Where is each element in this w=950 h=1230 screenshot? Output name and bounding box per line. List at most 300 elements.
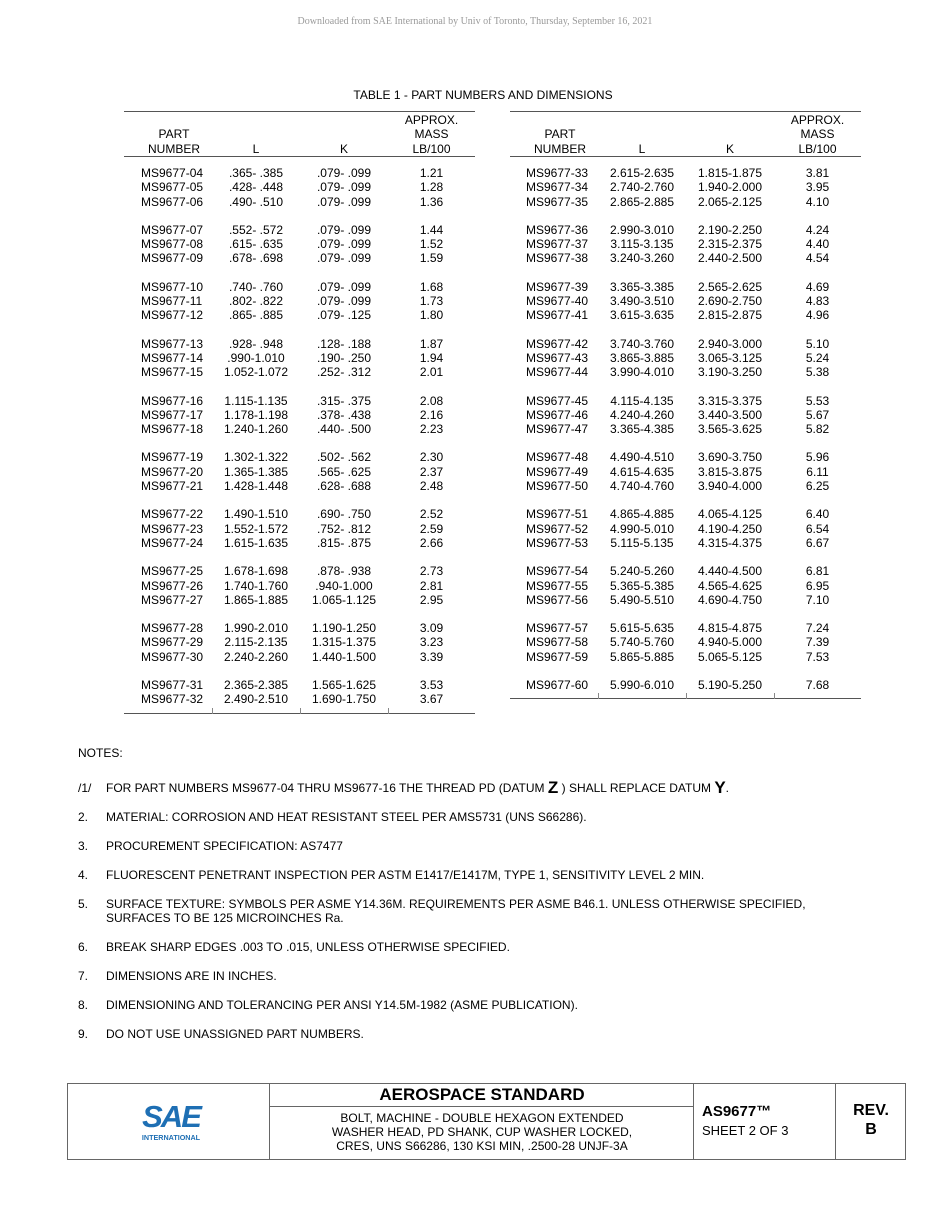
- header-mass: APPROX. MASS LB/100: [404, 113, 459, 156]
- l-cell: 3.865-3.885: [609, 350, 675, 365]
- note-number: 6.: [78, 940, 89, 954]
- l-cell: 3.240-3.260: [609, 251, 675, 266]
- table-row: [510, 280, 861, 294]
- l-cell: 5.865-5.885: [609, 649, 675, 664]
- table-row: [124, 237, 475, 251]
- table-row: [510, 351, 861, 365]
- note-number: 5.: [78, 897, 89, 911]
- header-mass: APPROX. MASS LB/100: [790, 113, 845, 156]
- part-number-cell: MS9677-11: [141, 294, 203, 309]
- k-cell: 4.440-4.500: [697, 564, 763, 579]
- part-number-cell: MS9677-49: [526, 464, 589, 479]
- table-row: [124, 593, 475, 607]
- mass-cell: 1.59: [419, 251, 444, 266]
- table-row: [510, 337, 861, 351]
- title-block: [67, 1083, 906, 1160]
- k-cell: .079- .125: [316, 308, 372, 323]
- mass-cell: 5.67: [805, 407, 830, 422]
- part-number-cell: MS9677-58: [526, 635, 589, 650]
- k-cell: 1.440-1.500: [311, 649, 377, 664]
- note-text: FLUORESCENT PENETRANT INSPECTION PER ASTM E1417/E1417M, TYPE 1, SENSITIVITY LEVEL 2 MIN.: [106, 868, 705, 882]
- table-row: [510, 564, 861, 578]
- k-cell: .815- .875: [316, 535, 372, 550]
- part-number-cell: MS9677-17: [141, 407, 204, 422]
- l-cell: 1.552-1.572: [223, 521, 289, 536]
- l-cell: 1.428-1.448: [223, 479, 289, 494]
- mass-cell: 3.67: [419, 692, 444, 707]
- revision-label: REV. B: [853, 1102, 889, 1138]
- table-row: [510, 522, 861, 536]
- mass-cell: 4.24: [805, 222, 830, 237]
- table-row: [510, 678, 861, 692]
- k-cell: .079- .099: [316, 166, 372, 180]
- table-row: [124, 337, 475, 351]
- part-number-cell: MS9677-10: [141, 279, 204, 294]
- header-part-number: PART NUMBER: [147, 127, 200, 156]
- table-row: [124, 465, 475, 479]
- mass-cell: 7.53: [805, 649, 830, 664]
- part-number-cell: MS9677-36: [526, 222, 589, 237]
- table-row: [510, 593, 861, 607]
- mass-cell: 2.37: [419, 464, 444, 479]
- table-body-left: [124, 157, 475, 713]
- notes-section: [78, 746, 858, 1056]
- part-number-cell: MS9677-32: [141, 692, 204, 707]
- l-cell: 1.740-1.760: [223, 578, 289, 593]
- mass-cell: 4.10: [805, 194, 830, 209]
- part-number-cell: MS9677-55: [526, 578, 589, 593]
- k-cell: .079- .099: [316, 294, 372, 309]
- part-number-cell: MS9677-05: [141, 180, 204, 195]
- l-cell: .552- .572: [228, 222, 284, 237]
- mass-cell: 5.82: [805, 422, 830, 437]
- l-cell: 4.615-4.635: [609, 464, 675, 479]
- part-number-cell: MS9677-07: [141, 222, 204, 237]
- download-watermark: Downloaded from SAE International by Univ of Toronto, Thursday, September 16, 2021: [297, 16, 653, 27]
- table-row: [124, 408, 475, 422]
- l-cell: 2.365-2.385: [223, 678, 289, 693]
- part-number-cell: MS9677-41: [526, 308, 589, 323]
- l-cell: 2.740-2.760: [609, 180, 675, 195]
- l-cell: 5.115-5.135: [610, 535, 674, 550]
- part-number-cell: MS9677-29: [141, 635, 204, 650]
- part-number-cell: MS9677-26: [141, 578, 204, 593]
- table-row: [124, 635, 475, 649]
- document-number: AS9677™: [702, 1103, 772, 1120]
- part-number-cell: MS9677-43: [526, 350, 589, 365]
- header-l: L: [252, 141, 260, 156]
- note-5: [78, 897, 858, 925]
- l-cell: 1.990-2.010: [223, 621, 289, 636]
- l-cell: 1.240-1.260: [223, 422, 289, 437]
- part-number-cell: MS9677-42: [526, 336, 589, 351]
- part-number-cell: MS9677-52: [526, 521, 589, 536]
- l-cell: .740- .760: [228, 279, 284, 294]
- k-cell: 1.065-1.125: [311, 592, 377, 607]
- mass-cell: 3.39: [419, 649, 444, 664]
- table-row: [124, 365, 475, 379]
- mass-cell: 5.24: [805, 350, 830, 365]
- mass-cell: 1.94: [419, 350, 444, 365]
- logo-text: SAE: [142, 1099, 200, 1134]
- mass-cell: 4.69: [805, 279, 830, 294]
- part-number-cell: MS9677-45: [526, 393, 589, 408]
- k-cell: 1.815-1.875: [697, 166, 763, 180]
- k-cell: 5.065-5.125: [697, 649, 763, 664]
- l-cell: .802- .822: [228, 294, 284, 309]
- part-number-cell: MS9677-59: [526, 649, 589, 664]
- table-row: [124, 422, 475, 436]
- l-cell: 5.490-5.510: [609, 592, 675, 607]
- l-cell: .865- .885: [228, 308, 284, 323]
- note-number: /1/: [78, 781, 92, 795]
- mass-cell: 2.16: [419, 407, 444, 422]
- l-cell: 4.115-4.135: [610, 393, 674, 408]
- mass-cell: 6.81: [805, 564, 830, 579]
- table-row: [510, 650, 861, 664]
- mass-cell: 4.40: [805, 237, 830, 252]
- table-row: [124, 579, 475, 593]
- l-cell: .365- .385: [228, 166, 284, 180]
- table-row: [510, 507, 861, 521]
- table-row: [510, 408, 861, 422]
- l-cell: 4.865-4.885: [609, 507, 675, 522]
- l-cell: 2.615-2.635: [609, 166, 675, 180]
- table-row: [124, 394, 475, 408]
- mass-cell: 5.96: [805, 450, 830, 465]
- sheet-number: SHEET 2 OF 3: [702, 1123, 789, 1138]
- l-cell: 3.615-3.635: [609, 308, 675, 323]
- table-row: [124, 564, 475, 578]
- table-header: [124, 112, 475, 157]
- mass-cell: 2.81: [419, 578, 444, 593]
- mass-cell: 2.66: [419, 535, 444, 550]
- k-cell: 3.815-3.875: [697, 464, 763, 479]
- dimension-table-right: [510, 111, 861, 699]
- part-number-cell: MS9677-18: [141, 422, 204, 437]
- note-3: [78, 839, 858, 853]
- k-cell: .690- .750: [316, 507, 372, 522]
- note-8: [78, 998, 858, 1012]
- k-cell: 3.565-3.625: [697, 422, 763, 437]
- k-cell: .079- .099: [316, 279, 372, 294]
- k-cell: .502- .562: [316, 450, 372, 465]
- mass-cell: 1.52: [419, 237, 444, 252]
- l-cell: .615- .635: [228, 237, 284, 252]
- mass-cell: 6.67: [805, 535, 830, 550]
- l-cell: 1.490-1.510: [223, 507, 289, 522]
- mass-cell: 6.95: [805, 578, 830, 593]
- note-text: DIMENSIONS ARE IN INCHES.: [106, 969, 277, 983]
- k-cell: .128- .188: [316, 336, 372, 351]
- note-number: 4.: [78, 868, 89, 882]
- table-row: [510, 294, 861, 308]
- table-row: [510, 180, 861, 194]
- mass-cell: 2.30: [419, 450, 444, 465]
- table-row: [124, 308, 475, 322]
- table-row: [510, 465, 861, 479]
- mass-cell: 1.36: [419, 194, 444, 209]
- mass-cell: 1.80: [419, 308, 444, 323]
- k-cell: 4.065-4.125: [697, 507, 763, 522]
- mass-cell: 2.01: [419, 365, 444, 380]
- part-number-cell: MS9677-37: [526, 237, 589, 252]
- k-cell: .079- .099: [316, 237, 372, 252]
- k-cell: 1.565-1.625: [311, 678, 377, 693]
- k-cell: 1.690-1.750: [311, 692, 377, 707]
- l-cell: 4.490-4.510: [609, 450, 675, 465]
- table-row: [124, 678, 475, 692]
- k-cell: 2.690-2.750: [697, 294, 763, 309]
- note-text: DO NOT USE UNASSIGNED PART NUMBERS.: [106, 1027, 364, 1041]
- mass-cell: 1.87: [419, 336, 444, 351]
- mass-cell: 7.68: [805, 678, 830, 693]
- table-row: [124, 294, 475, 308]
- table-row: [510, 308, 861, 322]
- mass-cell: 3.53: [419, 678, 444, 693]
- k-cell: 2.065-2.125: [697, 194, 763, 209]
- part-number-cell: MS9677-15: [141, 365, 204, 380]
- k-cell: 3.440-3.500: [697, 407, 763, 422]
- part-number-cell: MS9677-34: [526, 180, 589, 195]
- k-cell: .252- .312: [316, 365, 372, 380]
- l-cell: 5.240-5.260: [609, 564, 675, 579]
- l-cell: 3.365-4.385: [609, 422, 675, 437]
- k-cell: .565- .625: [316, 464, 372, 479]
- note-text: SURFACE TEXTURE: SYMBOLS PER ASME Y14.36M. REQUIREMENTS PER ASME B46.1. UNLESS OTHERWISE SPECIFIED, SURFACES TO BE 125 MICROINCHES Ra.: [106, 897, 806, 925]
- note-number: 8.: [78, 998, 89, 1012]
- k-cell: .079- .099: [316, 251, 372, 266]
- l-cell: 1.865-1.885: [223, 592, 289, 607]
- mass-cell: 4.83: [805, 294, 830, 309]
- part-number-cell: MS9677-56: [526, 592, 589, 607]
- mass-cell: 4.54: [805, 251, 830, 266]
- k-cell: 1.190-1.250: [311, 621, 377, 636]
- mass-cell: 1.28: [419, 180, 444, 195]
- k-cell: 3.065-3.125: [697, 350, 763, 365]
- table-row: [510, 635, 861, 649]
- k-cell: 3.315-3.375: [697, 393, 763, 408]
- k-cell: .315- .375: [316, 393, 372, 408]
- mass-cell: 2.59: [419, 521, 444, 536]
- header-k: K: [339, 141, 348, 156]
- mass-cell: 3.23: [419, 635, 444, 650]
- l-cell: 5.740-5.760: [609, 635, 675, 650]
- k-cell: .440- .500: [316, 422, 372, 437]
- l-cell: 1.178-1.198: [223, 407, 289, 422]
- table-row: [510, 450, 861, 464]
- k-cell: .940-1.000: [315, 578, 373, 593]
- note-text: DIMENSIONING AND TOLERANCING PER ANSI Y14.5M-1982 (ASME PUBLICATION).: [106, 998, 578, 1012]
- table-row: [510, 223, 861, 237]
- l-cell: 3.990-4.010: [609, 365, 675, 380]
- l-cell: 5.365-5.385: [609, 578, 675, 593]
- k-cell: 4.940-5.000: [697, 635, 763, 650]
- k-cell: .628- .688: [316, 479, 372, 494]
- revision-cell: [835, 1084, 906, 1159]
- table-row: [510, 195, 861, 209]
- note-text: ) SHALL REPLACE DATUM: [558, 781, 715, 795]
- mass-cell: 1.73: [419, 294, 444, 309]
- mass-cell: 5.53: [805, 393, 830, 408]
- standard-heading: AEROSPACE STANDARD: [270, 1084, 694, 1107]
- k-cell: 2.565-2.625: [697, 279, 763, 294]
- part-number-cell: MS9677-22: [141, 507, 204, 522]
- part-number-cell: MS9677-50: [526, 479, 589, 494]
- mass-cell: 4.96: [805, 308, 830, 323]
- part-number-cell: MS9677-47: [526, 422, 589, 437]
- table-title: TABLE 1 - PART NUMBERS AND DIMENSIONS: [353, 88, 613, 102]
- l-cell: 2.490-2.510: [223, 692, 289, 707]
- table-row: [124, 507, 475, 521]
- l-cell: 1.678-1.698: [223, 564, 289, 579]
- table-row: [124, 450, 475, 464]
- l-cell: 1.302-1.322: [223, 450, 289, 465]
- table-row: [124, 223, 475, 237]
- mass-cell: 6.54: [805, 521, 830, 536]
- mass-cell: 1.21: [419, 166, 444, 180]
- sae-logo-cell: [68, 1084, 269, 1159]
- l-cell: 4.240-4.260: [609, 407, 675, 422]
- table-row: [124, 650, 475, 664]
- l-cell: 3.365-3.385: [609, 279, 675, 294]
- datum-z: Z: [547, 778, 559, 797]
- l-cell: 2.240-2.260: [223, 649, 289, 664]
- mass-cell: 2.48: [419, 479, 444, 494]
- mass-cell: 1.44: [419, 222, 444, 237]
- mass-cell: 1.68: [419, 279, 444, 294]
- table-row: [124, 351, 475, 365]
- part-number-cell: MS9677-44: [526, 365, 589, 380]
- table-row: [510, 237, 861, 251]
- l-cell: .428- .448: [228, 180, 284, 195]
- mass-cell: 7.24: [805, 621, 830, 636]
- mass-cell: 2.95: [419, 592, 444, 607]
- part-number-cell: MS9677-09: [141, 251, 204, 266]
- part-number-cell: MS9677-12: [141, 308, 204, 323]
- mass-cell: 5.38: [805, 365, 830, 380]
- k-cell: 2.315-2.375: [697, 237, 763, 252]
- k-cell: .079- .099: [316, 180, 372, 195]
- l-cell: 5.615-5.635: [609, 621, 675, 636]
- k-cell: 2.440-2.500: [697, 251, 763, 266]
- sae-logo: [136, 1097, 206, 1145]
- note-text: FOR PART NUMBERS MS9677-04 THRU MS9677-16 THE THREAD PD (DATUM: [106, 781, 548, 795]
- note-number: 3.: [78, 839, 89, 853]
- mass-cell: 6.40: [805, 507, 830, 522]
- part-number-cell: MS9677-25: [141, 564, 204, 579]
- table-row: [510, 479, 861, 493]
- part-number-cell: MS9677-06: [141, 194, 204, 209]
- mass-cell: 6.25: [805, 479, 830, 494]
- note-2: [78, 810, 858, 824]
- mass-cell: 2.08: [419, 393, 444, 408]
- table-row: [124, 251, 475, 265]
- k-cell: .378- .438: [316, 407, 372, 422]
- k-cell: 4.815-4.875: [697, 621, 763, 636]
- mass-cell: 6.11: [806, 464, 829, 479]
- mass-cell: 3.95: [805, 180, 830, 195]
- header-k: K: [725, 141, 734, 156]
- part-number-cell: MS9677-38: [526, 251, 589, 266]
- part-number-cell: MS9677-14: [141, 350, 204, 365]
- l-cell: 5.990-6.010: [609, 678, 675, 693]
- table-row: [510, 365, 861, 379]
- l-cell: .990-1.010: [227, 350, 285, 365]
- mass-cell: 3.81: [805, 166, 830, 180]
- k-cell: .752- .812: [316, 521, 372, 536]
- table-row: [124, 166, 475, 180]
- note-number: 9.: [78, 1027, 89, 1041]
- part-number-cell: MS9677-53: [526, 535, 589, 550]
- table-row: [510, 251, 861, 265]
- k-cell: 4.190-4.250: [697, 521, 763, 536]
- k-cell: 1.315-1.375: [311, 635, 377, 650]
- document-number-cell: [693, 1084, 836, 1159]
- mass-cell: 2.23: [419, 422, 444, 437]
- note-number: 2.: [78, 810, 89, 824]
- k-cell: 4.565-4.625: [697, 578, 763, 593]
- note-text: .: [725, 781, 730, 795]
- part-number-cell: MS9677-27: [141, 592, 204, 607]
- part-number-cell: MS9677-19: [141, 450, 204, 465]
- table-row: [510, 422, 861, 436]
- part-number-cell: MS9677-20: [141, 464, 204, 479]
- note-4: [78, 868, 858, 882]
- part-number-cell: MS9677-51: [526, 507, 589, 522]
- part-number-cell: MS9677-48: [526, 450, 589, 465]
- note-9: [78, 1027, 858, 1041]
- table-row: [124, 536, 475, 550]
- part-number-cell: MS9677-46: [526, 407, 589, 422]
- part-number-cell: MS9677-40: [526, 294, 589, 309]
- k-cell: 2.815-2.875: [697, 308, 763, 323]
- l-cell: 3.490-3.510: [609, 294, 675, 309]
- table-row: [124, 195, 475, 209]
- table-row: [124, 522, 475, 536]
- part-number-cell: MS9677-30: [141, 649, 204, 664]
- l-cell: 1.365-1.385: [223, 464, 289, 479]
- k-cell: 3.940-4.000: [697, 479, 763, 494]
- note-1: [78, 778, 858, 797]
- part-number-cell: MS9677-24: [141, 535, 204, 550]
- header-part-number: PART NUMBER: [533, 127, 586, 156]
- l-cell: .678- .698: [228, 251, 284, 266]
- table-row: [124, 180, 475, 194]
- part-number-cell: MS9677-21: [141, 479, 204, 494]
- header-l: L: [638, 141, 646, 156]
- note-7: [78, 969, 858, 983]
- dimension-table-left: [124, 111, 475, 714]
- part-number-cell: MS9677-13: [141, 336, 204, 351]
- l-cell: 1.615-1.635: [223, 535, 289, 550]
- table-row: [510, 536, 861, 550]
- table-row: [124, 280, 475, 294]
- table-row: [510, 166, 861, 180]
- table-row: [510, 394, 861, 408]
- k-cell: .878- .938: [316, 564, 372, 579]
- l-cell: 1.115-1.135: [224, 393, 288, 408]
- k-cell: 4.690-4.750: [697, 592, 763, 607]
- k-cell: 5.190-5.250: [697, 678, 763, 693]
- table-row: [124, 621, 475, 635]
- part-number-cell: MS9677-28: [141, 621, 204, 636]
- table-row: [124, 692, 475, 706]
- k-cell: 2.190-2.250: [697, 222, 763, 237]
- note-number: 7.: [78, 969, 89, 983]
- l-cell: 2.990-3.010: [609, 222, 675, 237]
- part-number-cell: MS9677-57: [526, 621, 589, 636]
